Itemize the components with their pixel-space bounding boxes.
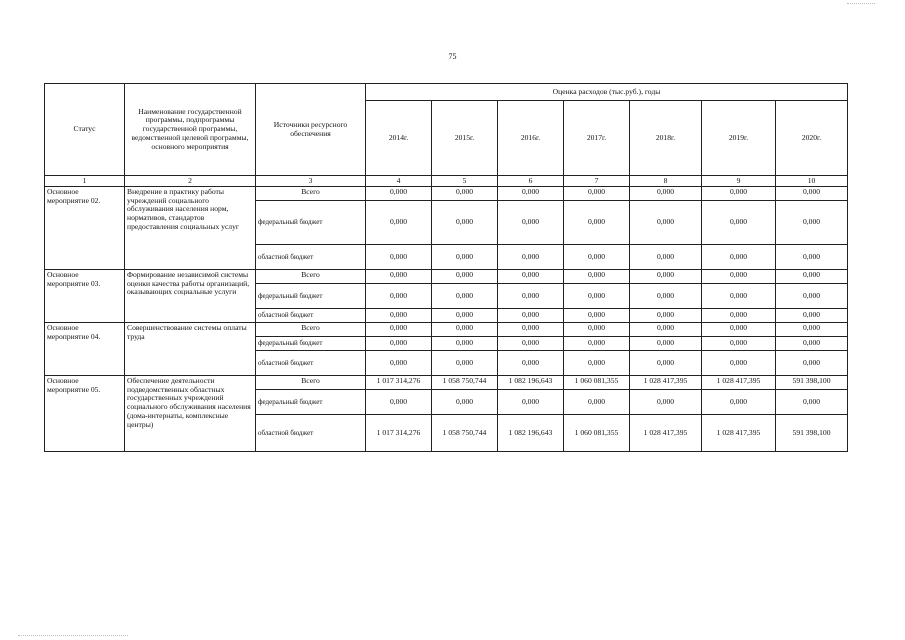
amount-cell: 0,000	[432, 284, 498, 309]
amount-cell: 0,000	[498, 270, 564, 284]
amount-cell: 1 028 417,395	[630, 415, 702, 452]
amount-cell: 0,000	[432, 390, 498, 415]
amount-cell: 0,000	[776, 187, 848, 201]
amount-cell: 1 017 314,276	[366, 415, 432, 452]
funding-source: Всего	[256, 270, 366, 284]
amount-cell: 0,000	[498, 309, 564, 323]
amount-cell: 0,000	[630, 245, 702, 270]
header-estimate: Оценка расходов (тыс.руб.), годы	[366, 84, 848, 101]
funding-source: Всего	[256, 376, 366, 390]
funding-source: федеральный бюджет	[256, 284, 366, 309]
amount-cell: 0,000	[564, 351, 630, 376]
header-year: 2016г.	[498, 101, 564, 176]
amount-cell: 0,000	[702, 351, 776, 376]
amount-cell: 0,000	[702, 270, 776, 284]
header-row	[45, 84, 848, 101]
amount-cell: 0,000	[564, 201, 630, 245]
amount-cell: 0,000	[564, 309, 630, 323]
amount-cell: 0,000	[498, 284, 564, 309]
page-number: 75	[448, 52, 457, 61]
amount-cell: 0,000	[630, 201, 702, 245]
amount-cell: 0,000	[776, 201, 848, 245]
activity-status: Основное мероприятие 05.	[45, 376, 125, 452]
amount-cell: 0,000	[366, 201, 432, 245]
amount-cell: 0,000	[564, 245, 630, 270]
column-number: 1	[45, 176, 125, 187]
funding-source: федеральный бюджет	[256, 337, 366, 351]
amount-cell: 1 082 196,643	[498, 415, 564, 452]
amount-cell: 0,000	[702, 309, 776, 323]
amount-cell: 0,000	[498, 187, 564, 201]
amount-cell: 0,000	[630, 390, 702, 415]
amount-cell: 1 028 417,395	[630, 376, 702, 390]
column-number: 3	[256, 176, 366, 187]
amount-cell: 0,000	[366, 187, 432, 201]
funding-source: федеральный бюджет	[256, 390, 366, 415]
amount-cell: 0,000	[630, 187, 702, 201]
table-row	[45, 270, 848, 284]
header-year: 2019г.	[702, 101, 776, 176]
amount-cell: 0,000	[366, 309, 432, 323]
table-body	[45, 187, 848, 452]
amount-cell: 0,000	[432, 201, 498, 245]
column-number: 5	[432, 176, 498, 187]
amount-cell: 0,000	[630, 309, 702, 323]
table-row	[45, 323, 848, 337]
activity-name: Совершенствование системы оплаты труда	[125, 323, 256, 376]
amount-cell: 0,000	[630, 284, 702, 309]
header-year: 2017г.	[564, 101, 630, 176]
table-row	[45, 187, 848, 201]
amount-cell: 0,000	[432, 270, 498, 284]
funding-source: областной бюджет	[256, 351, 366, 376]
amount-cell: 0,000	[776, 390, 848, 415]
amount-cell: 0,000	[432, 245, 498, 270]
amount-cell: 0,000	[702, 284, 776, 309]
amount-cell: 0,000	[498, 351, 564, 376]
amount-cell: 0,000	[564, 337, 630, 351]
amount-cell: 0,000	[366, 351, 432, 376]
activity-status: Основное мероприятие 02.	[45, 187, 125, 270]
amount-cell: 0,000	[776, 284, 848, 309]
amount-cell: 0,000	[702, 245, 776, 270]
column-number: 6	[498, 176, 564, 187]
amount-cell: 1 058 750,744	[432, 376, 498, 390]
amount-cell: 591 398,100	[776, 415, 848, 452]
amount-cell: 0,000	[702, 390, 776, 415]
activity-name: Формирование независимой системы оценки качества работы организаций, оказывающих социальные услуги	[125, 270, 256, 323]
amount-cell: 0,000	[366, 245, 432, 270]
header-year: 2020г.	[776, 101, 848, 176]
amount-cell: 0,000	[366, 323, 432, 337]
activity-name: Внедрение в практику работы учреждений социального обслуживания населения норм, нормативов, стандартов предоставления социальных услуг	[125, 187, 256, 270]
amount-cell: 0,000	[366, 337, 432, 351]
amount-cell: 0,000	[498, 390, 564, 415]
header-name: Наименование государственной программы, подпрограммы государственной программы, ведомственной целевой программы, основного мероприятия	[125, 84, 256, 176]
amount-cell: 0,000	[630, 323, 702, 337]
amount-cell: 0,000	[432, 351, 498, 376]
amount-cell: 0,000	[498, 201, 564, 245]
amount-cell: 1 028 417,395	[702, 376, 776, 390]
funding-source: Всего	[256, 323, 366, 337]
amount-cell: 1 028 417,395	[702, 415, 776, 452]
amount-cell: 0,000	[432, 323, 498, 337]
header-year: 2018г.	[630, 101, 702, 176]
header-year: 2014г.	[366, 101, 432, 176]
amount-cell: 0,000	[776, 351, 848, 376]
activity-name: Обеспечение деятельности подведомственных областных государственных учреждений социального обслуживания населения (дома-интернаты, комплексные центры)	[125, 376, 256, 452]
activity-status: Основное мероприятие 03.	[45, 270, 125, 323]
amount-cell: 0,000	[432, 187, 498, 201]
funding-source: Всего	[256, 187, 366, 201]
column-number: 10	[776, 176, 848, 187]
amount-cell: 0,000	[776, 270, 848, 284]
amount-cell: 0,000	[702, 323, 776, 337]
table-row	[45, 376, 848, 390]
amount-cell: 0,000	[702, 201, 776, 245]
activity-status: Основное мероприятие 04.	[45, 323, 125, 376]
amount-cell: 1 060 081,355	[564, 376, 630, 390]
amount-cell: 0,000	[702, 187, 776, 201]
amount-cell: 0,000	[630, 351, 702, 376]
amount-cell: 0,000	[776, 323, 848, 337]
amount-cell: 1 060 081,355	[564, 415, 630, 452]
amount-cell: 0,000	[366, 284, 432, 309]
amount-cell: 0,000	[564, 187, 630, 201]
header-source: Источники ресурсного обеспечения	[256, 84, 366, 176]
funding-source: федеральный бюджет	[256, 201, 366, 245]
amount-cell: 0,000	[564, 284, 630, 309]
amount-cell: 0,000	[432, 309, 498, 323]
amount-cell: 0,000	[366, 270, 432, 284]
amount-cell: 0,000	[630, 337, 702, 351]
amount-cell: 0,000	[498, 337, 564, 351]
amount-cell: 1 017 314,276	[366, 376, 432, 390]
amount-cell: 0,000	[776, 337, 848, 351]
column-number: 7	[564, 176, 630, 187]
amount-cell: 0,000	[498, 323, 564, 337]
amount-cell: 1 082 196,643	[498, 376, 564, 390]
amount-cell: 1 058 750,744	[432, 415, 498, 452]
amount-cell: 0,000	[564, 390, 630, 415]
amount-cell: 0,000	[432, 337, 498, 351]
amount-cell: 0,000	[498, 245, 564, 270]
header-year: 2015г.	[432, 101, 498, 176]
column-number: 9	[702, 176, 776, 187]
funding-source: областной бюджет	[256, 415, 366, 452]
amount-cell: 0,000	[366, 390, 432, 415]
amount-cell: 0,000	[776, 309, 848, 323]
funding-source: областной бюджет	[256, 309, 366, 323]
amount-cell: 0,000	[702, 337, 776, 351]
amount-cell: 0,000	[564, 270, 630, 284]
amount-cell: 0,000	[564, 323, 630, 337]
header-status: Статус	[45, 84, 125, 176]
scan-artifact-top	[847, 3, 875, 5]
table-header	[45, 84, 848, 187]
scan-artifact-bottom	[18, 635, 128, 637]
column-number-row	[45, 176, 848, 187]
column-number: 2	[125, 176, 256, 187]
amount-cell: 591 398,100	[776, 376, 848, 390]
budget-table	[44, 83, 848, 452]
column-number: 8	[630, 176, 702, 187]
column-number: 4	[366, 176, 432, 187]
amount-cell: 0,000	[630, 270, 702, 284]
amount-cell: 0,000	[776, 245, 848, 270]
funding-source: областной бюджет	[256, 245, 366, 270]
